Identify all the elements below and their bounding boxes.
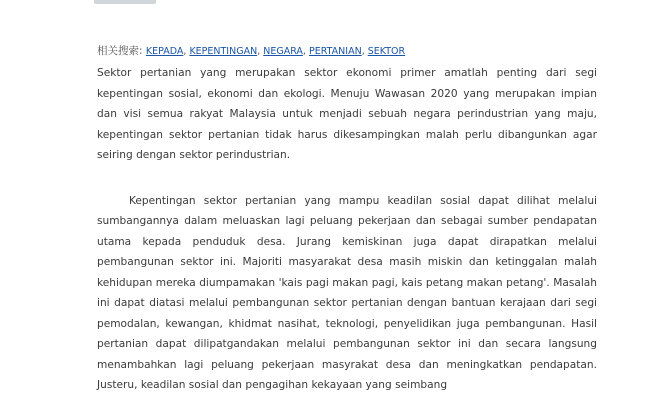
tag-link-sektor[interactable]: SEKTOR (367, 46, 406, 57)
tag-separator: , (183, 46, 190, 57)
paragraph-social-justice: Kepentingan sektor pertanian yang mampu keadilan sosial dapat dilihat melalui sumbangannya dalam meluaskan lagi peluang pekerjaan dan sebagai sumber pendapatan utama kepada penduduk desa. Jurang kemiskinan juga dapat dirapatkan melalui pembangunan sektor ini. Majoriti masyarakat desa masih miskin dan ketinggalan malah kehidupan mereka diumpamakan 'kais pagi makan pagi, kais petang makan petang'. Masalah ini dapat diatasi melalui pembangunan sektor pertanian dengan bantuan kerajaan dari segi pemodalan, kewangan, khidmat nasihat, teknologi, penyelidikan juga pembangunan. Hasil pertanian dapat dilipatgandakan melalui pembangunan sektor ini dan secara langsung menambahkan lagi peluang pekerjaan masyrakat desa dan meningkatkan pendapatan. Justeru, keadilan sosial dan pengagihan kekayaan yang seimbang (97, 194, 597, 391)
document-body (97, 40, 597, 396)
tag-link-negara[interactable]: NEGARA (263, 46, 303, 57)
tag-link-kepentingan[interactable]: KEPENTINGAN (189, 46, 258, 57)
related-search-bar (97, 40, 597, 63)
tag-separator: , (302, 46, 309, 57)
top-image-edge (94, 0, 156, 4)
tag-link-kepada[interactable]: KEPADA (145, 46, 184, 57)
tag-link-pertanian[interactable]: PERTANIAN (308, 46, 362, 57)
tag-separator: , (361, 46, 368, 57)
related-search-label: 相关搜索: (97, 45, 143, 57)
tag-separator: , (257, 46, 264, 57)
paragraph-intro: Sektor pertanian yang merupakan sektor ekonomi primer amatlah penting dari segi kepentingan sosial, ekonomi dan ekologi. Menuju Wawasan 2020 yang merupakan impian dan visi semua rakyat Malaysia untuk menjadi sebuah negara perindustrian yang maju, kepentingan sektor pertanian tidak harus dikesampingkan malah perlu dibangunkan agar seiring dengan sektor perindustrian. (97, 67, 597, 161)
